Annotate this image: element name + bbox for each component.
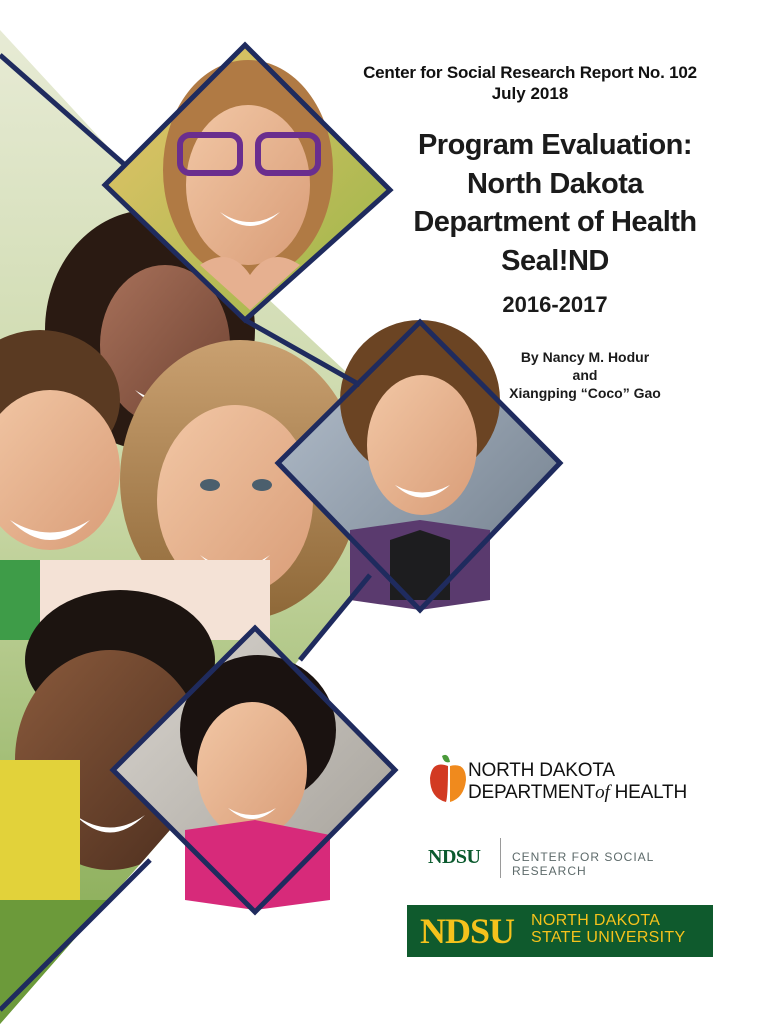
nd-health-health: HEALTH	[609, 782, 687, 803]
nd-health-of: of	[595, 782, 610, 803]
title-line-2: North Dakota	[466, 167, 644, 200]
authors	[470, 348, 700, 402]
report-title	[380, 126, 730, 280]
title-line-1: Program Evaluation:	[417, 129, 693, 161]
csr-text: CENTER FOR SOCIAL RESEARCH	[512, 850, 654, 878]
csr-divider	[500, 838, 501, 878]
report-header	[330, 62, 730, 104]
nd-health-logo	[428, 752, 708, 808]
report-date: July 2018	[491, 84, 569, 103]
csr-logo	[428, 838, 708, 878]
author-line-2: and	[572, 367, 598, 383]
report-years: 2016-2017	[502, 292, 608, 317]
ndsu-banner	[407, 905, 713, 957]
apple-icon	[428, 752, 468, 806]
author-line-1: By Nancy M. Hodur	[520, 349, 650, 365]
title-line-4: Seal!ND	[501, 244, 609, 277]
ndsu-banner-wordmark: NDSU	[420, 911, 515, 951]
ndsu-name-line-2: STATE UNIVERSITY	[531, 929, 686, 946]
csr-ndsu-wordmark: NDSU	[428, 846, 481, 868]
title-line-3: Department of Health	[413, 206, 697, 238]
report-number: Center for Social Research Report No. 102	[363, 63, 697, 82]
nd-health-department: DEPARTMENT	[468, 782, 596, 803]
ndsu-name-line-1: NORTH DAKOTA	[531, 912, 661, 929]
nd-health-line-1: NORTH DAKOTA	[468, 760, 615, 781]
author-line-3: Xiangping “Coco” Gao	[509, 385, 661, 401]
